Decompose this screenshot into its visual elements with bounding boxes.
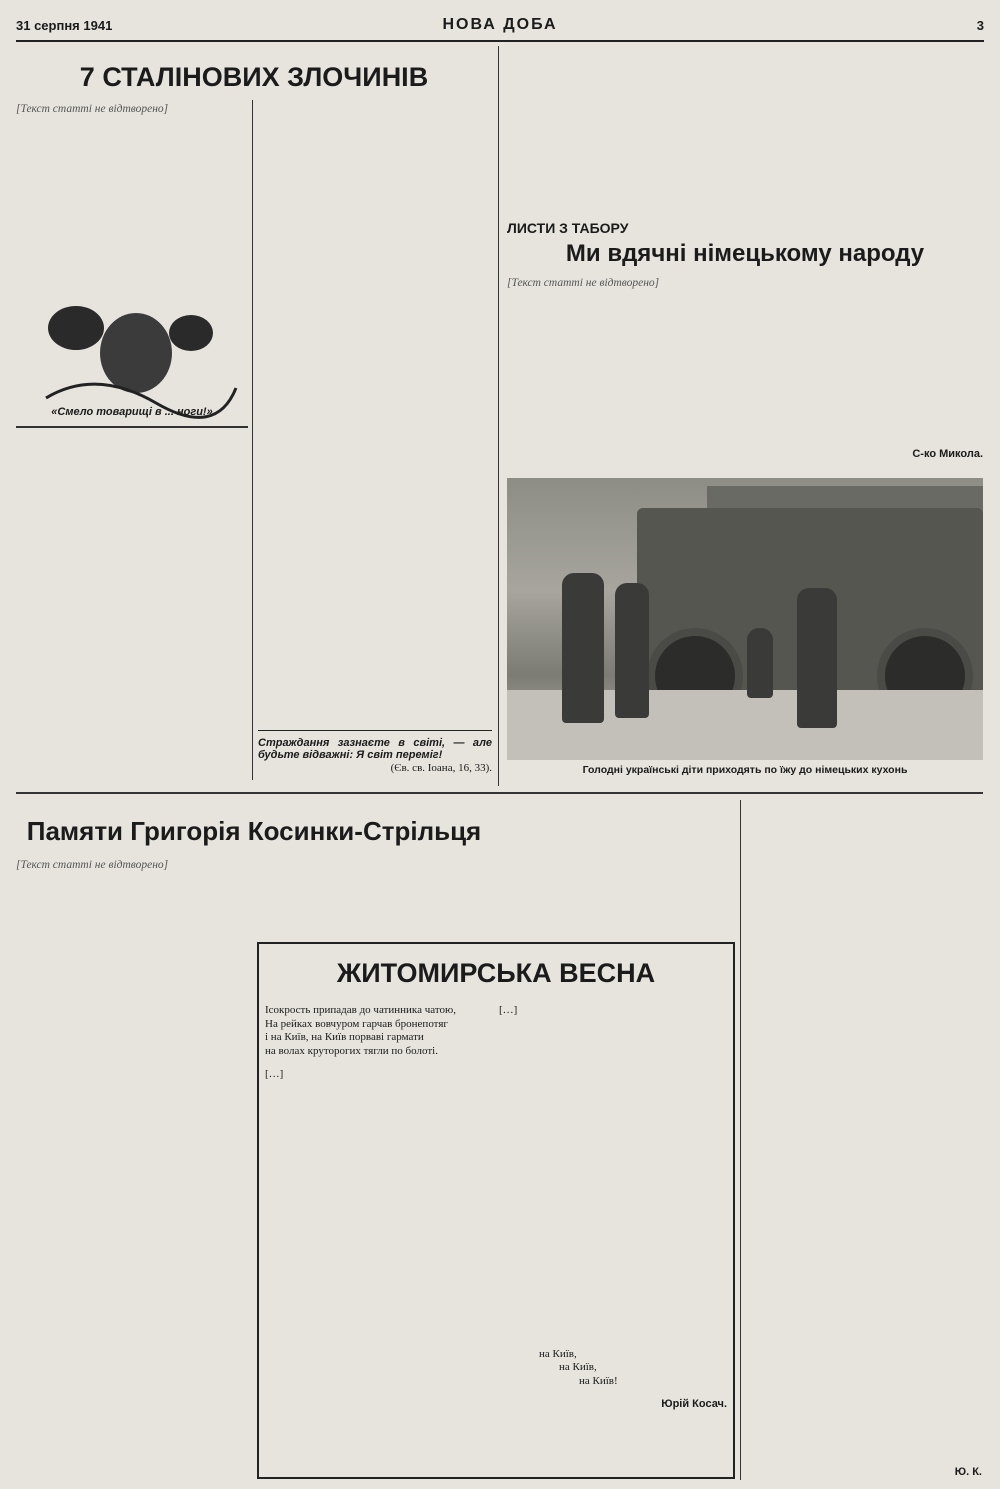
photo-caption: Голодні українські діти приходять по їжу до німецьких кухонь xyxy=(582,764,908,776)
poem-left-stanza-2 xyxy=(265,1068,493,1082)
box-quote: Страждання зазнаєте в світі, — але будьте відважні: Я світ переміг! xyxy=(258,730,492,761)
poem-left-stanza-1 xyxy=(265,1004,493,1058)
poem-line: на волах круторогих тягли по болоті. xyxy=(265,1044,438,1057)
newspaper-title: НОВА ДОБА xyxy=(442,16,558,33)
article1-headline: 7 СТАЛІНОВИХ ЗЛОЧИНІВ xyxy=(79,62,429,92)
poem-author: Юрій Косач. xyxy=(661,1398,727,1410)
poem-title: ЖИТОМИРСЬКА ВЕСНА xyxy=(336,958,656,988)
article2-kicker: ЛИСТИ З ТАБОРУ xyxy=(507,220,629,236)
article3-headline: Памяти Григорія Косинки-Стрільця xyxy=(26,816,482,846)
poem-line: і на Київ, на Київ порваві гармати xyxy=(265,1031,424,1043)
box-quote-ref: (Єв. св. Іоана, 16, 33). xyxy=(390,762,492,774)
article3-signature: Ю. К. xyxy=(954,1466,982,1478)
poem-right-stanza-2 xyxy=(499,1348,727,1389)
poem-line: на Київ! xyxy=(579,1374,618,1387)
poem-line: […] xyxy=(499,1004,518,1016)
poem-line: На рейках вовчуром гарчав бронепотяг xyxy=(265,1017,448,1030)
poem-line: […] xyxy=(265,1068,284,1080)
poem-line: на Київ, xyxy=(559,1361,597,1373)
article1-body: [Текст статті не відтворено] xyxy=(16,103,169,115)
photograph xyxy=(507,478,983,760)
article2-headline: Ми вдячні німецькому народу xyxy=(565,240,925,267)
poem-right-column xyxy=(499,1004,727,1464)
poem-line: на Київ, xyxy=(539,1347,577,1360)
cartoon-caption: «Смело товарищі в ... ноги!» xyxy=(51,406,213,418)
article2-signature: С-ко Микола. xyxy=(912,448,983,460)
masthead xyxy=(16,14,984,42)
issue-date: 31 серпня 1941 xyxy=(16,18,113,33)
article3-body: [Текст статті не відтворено] xyxy=(16,859,169,871)
article2-body: [Текст статті не відтворено] xyxy=(507,277,660,289)
poem-box xyxy=(257,942,735,1479)
poem-line: Ісокрость припадав до чатинника чатою, xyxy=(265,1004,456,1016)
page-number: 3 xyxy=(976,18,984,33)
poem-left-column xyxy=(265,1004,493,1464)
poem-right-stanza-1 xyxy=(499,1004,727,1018)
